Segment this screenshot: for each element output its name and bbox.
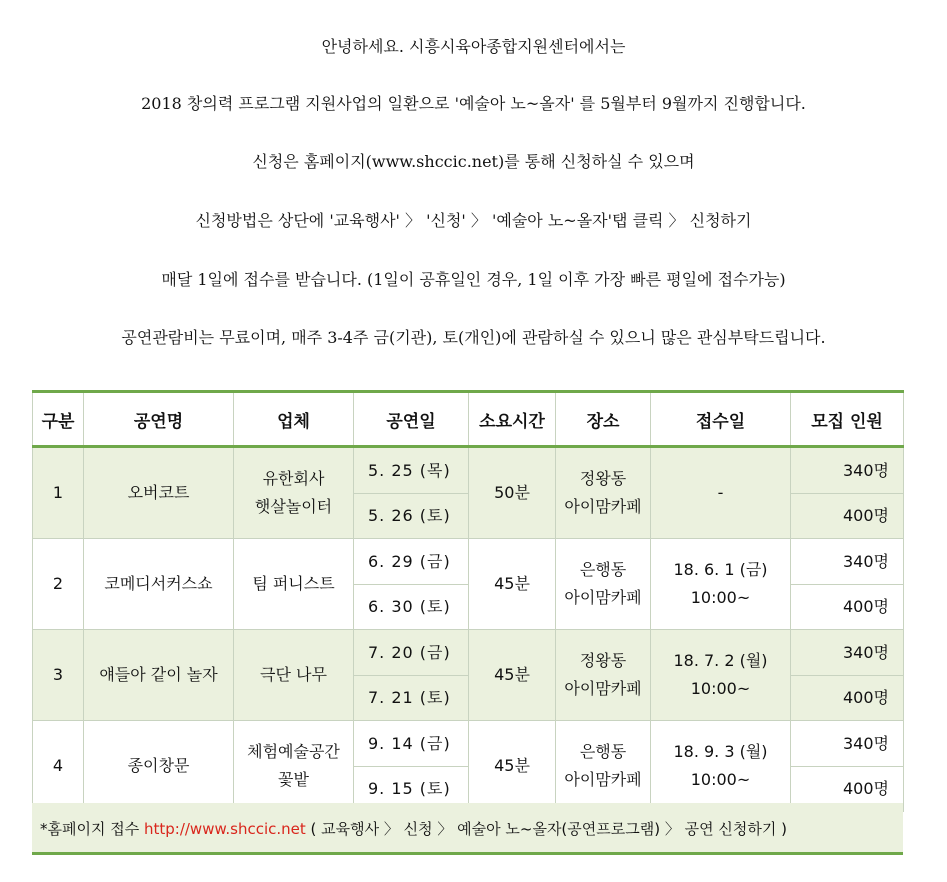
duration: 45분 bbox=[469, 630, 556, 721]
venue bbox=[556, 447, 651, 539]
venue-line: 은행동 bbox=[579, 742, 627, 761]
registration-date bbox=[651, 630, 791, 721]
performance-title: 오버코트 bbox=[84, 447, 234, 539]
footer-prefix: *홈페이지 접수 bbox=[40, 820, 144, 838]
table-row bbox=[33, 630, 904, 676]
registration-line: - bbox=[717, 483, 724, 502]
capacity: 340명 bbox=[791, 630, 904, 676]
registration-line: 18. 9. 3 (월) bbox=[673, 742, 768, 761]
registration-line: 10:00~ bbox=[690, 588, 751, 607]
performance-date: 9. 15 (토) bbox=[354, 767, 469, 812]
row-number: 3 bbox=[33, 630, 84, 721]
intro-line-2: 2018 창의력 프로그램 지원사업의 일환으로 '예술아 노~올자' 를 5월부터 9월까지 진행합니다. bbox=[141, 94, 806, 113]
performance-date: 6. 29 (금) bbox=[354, 539, 469, 585]
header-company: 업체 bbox=[234, 392, 354, 447]
company bbox=[234, 447, 354, 539]
table-row bbox=[33, 447, 904, 494]
company-line: 꽃밭 bbox=[278, 770, 309, 789]
company bbox=[234, 721, 354, 812]
intro-line-1: 안녕하세요. 시흥시육아종합지원센터에서는 bbox=[321, 37, 626, 56]
duration: 45분 bbox=[469, 721, 556, 812]
capacity: 400명 bbox=[791, 585, 904, 630]
company bbox=[234, 630, 354, 721]
capacity: 400명 bbox=[791, 676, 904, 721]
intro-line-4: 신청방법은 상단에 '교육행사' 〉 '신청' 〉 '예술아 노~올자'탭 클릭 〉 신청하기 bbox=[195, 211, 752, 230]
duration: 45분 bbox=[469, 539, 556, 630]
venue-line: 정왕동 bbox=[579, 651, 627, 670]
capacity: 340명 bbox=[791, 447, 904, 494]
company-line: 극단 나무 bbox=[260, 665, 327, 684]
venue-line: 은행동 bbox=[579, 560, 627, 579]
intro-line-6: 공연관람비는 무료이며, 매주 3-4주 금(기관), 토(개인)에 관람하실 수 있으니 많은 관심부탁드립니다. bbox=[121, 328, 826, 347]
footer-suffix: ( 교육행사 〉 신청 〉 예술아 노~올자(공연프로그램) 〉 공연 신청하기 ) bbox=[305, 820, 787, 838]
performance-date: 7. 20 (금) bbox=[354, 630, 469, 676]
venue bbox=[556, 539, 651, 630]
capacity: 340명 bbox=[791, 721, 904, 767]
table-row bbox=[33, 721, 904, 767]
header-date: 공연일 bbox=[354, 392, 469, 447]
header-place: 장소 bbox=[556, 392, 651, 447]
row-number: 1 bbox=[33, 447, 84, 539]
duration: 50분 bbox=[469, 447, 556, 539]
registration-line: 10:00~ bbox=[690, 679, 751, 698]
performance-date: 6. 30 (토) bbox=[354, 585, 469, 630]
row-number: 4 bbox=[33, 721, 84, 812]
row-number: 2 bbox=[33, 539, 84, 630]
company-line: 팀 퍼니스트 bbox=[252, 574, 335, 593]
footer-note bbox=[32, 803, 903, 855]
registration-line: 18. 6. 1 (금) bbox=[673, 560, 768, 579]
venue bbox=[556, 630, 651, 721]
header-row bbox=[33, 392, 904, 447]
homepage-link[interactable]: http://www.shccic.net bbox=[143, 820, 306, 838]
company bbox=[234, 539, 354, 630]
registration-line: 10:00~ bbox=[690, 770, 751, 789]
company-line: 체험예술공간 bbox=[247, 742, 340, 761]
registration-line: 18. 7. 2 (월) bbox=[673, 651, 768, 670]
table-row bbox=[33, 539, 904, 585]
venue-line: 아이맘카페 bbox=[564, 588, 642, 607]
capacity: 400명 bbox=[791, 494, 904, 539]
capacity: 340명 bbox=[791, 539, 904, 585]
registration-date bbox=[651, 447, 791, 539]
venue-line: 아이맘카페 bbox=[564, 679, 642, 698]
performance-title: 코메디서커스쇼 bbox=[84, 539, 234, 630]
header-no: 구분 bbox=[33, 392, 84, 447]
performance-title: 종이창문 bbox=[84, 721, 234, 812]
header-registration: 접수일 bbox=[651, 392, 791, 447]
venue bbox=[556, 721, 651, 812]
registration-date bbox=[651, 539, 791, 630]
header-capacity: 모집 인원 bbox=[791, 392, 904, 447]
performance-date: 9. 14 (금) bbox=[354, 721, 469, 767]
capacity: 400명 bbox=[791, 767, 904, 812]
header-duration: 소요시간 bbox=[469, 392, 556, 447]
intro-line-3: 신청은 홈페이지(www.shccic.net)를 통해 신청하실 수 있으며 bbox=[252, 152, 695, 171]
header-title: 공연명 bbox=[84, 392, 234, 447]
venue-line: 아이맘카페 bbox=[564, 497, 642, 516]
performance-title: 얘들아 같이 놀자 bbox=[84, 630, 234, 721]
performance-date: 5. 25 (목) bbox=[354, 447, 469, 494]
performance-date: 7. 21 (토) bbox=[354, 676, 469, 721]
schedule-table bbox=[32, 390, 904, 812]
venue-line: 아이맘카페 bbox=[564, 770, 642, 789]
performance-date: 5. 26 (토) bbox=[354, 494, 469, 539]
company-line: 햇살놀이터 bbox=[254, 497, 333, 516]
registration-date bbox=[651, 721, 791, 812]
intro-line-5: 매달 1일에 접수를 받습니다. (1일이 공휴일인 경우, 1일 이후 가장 빠른 평일에 접수가능) bbox=[161, 270, 786, 289]
venue-line: 정왕동 bbox=[579, 469, 627, 488]
company-line: 유한회사 bbox=[262, 469, 325, 488]
